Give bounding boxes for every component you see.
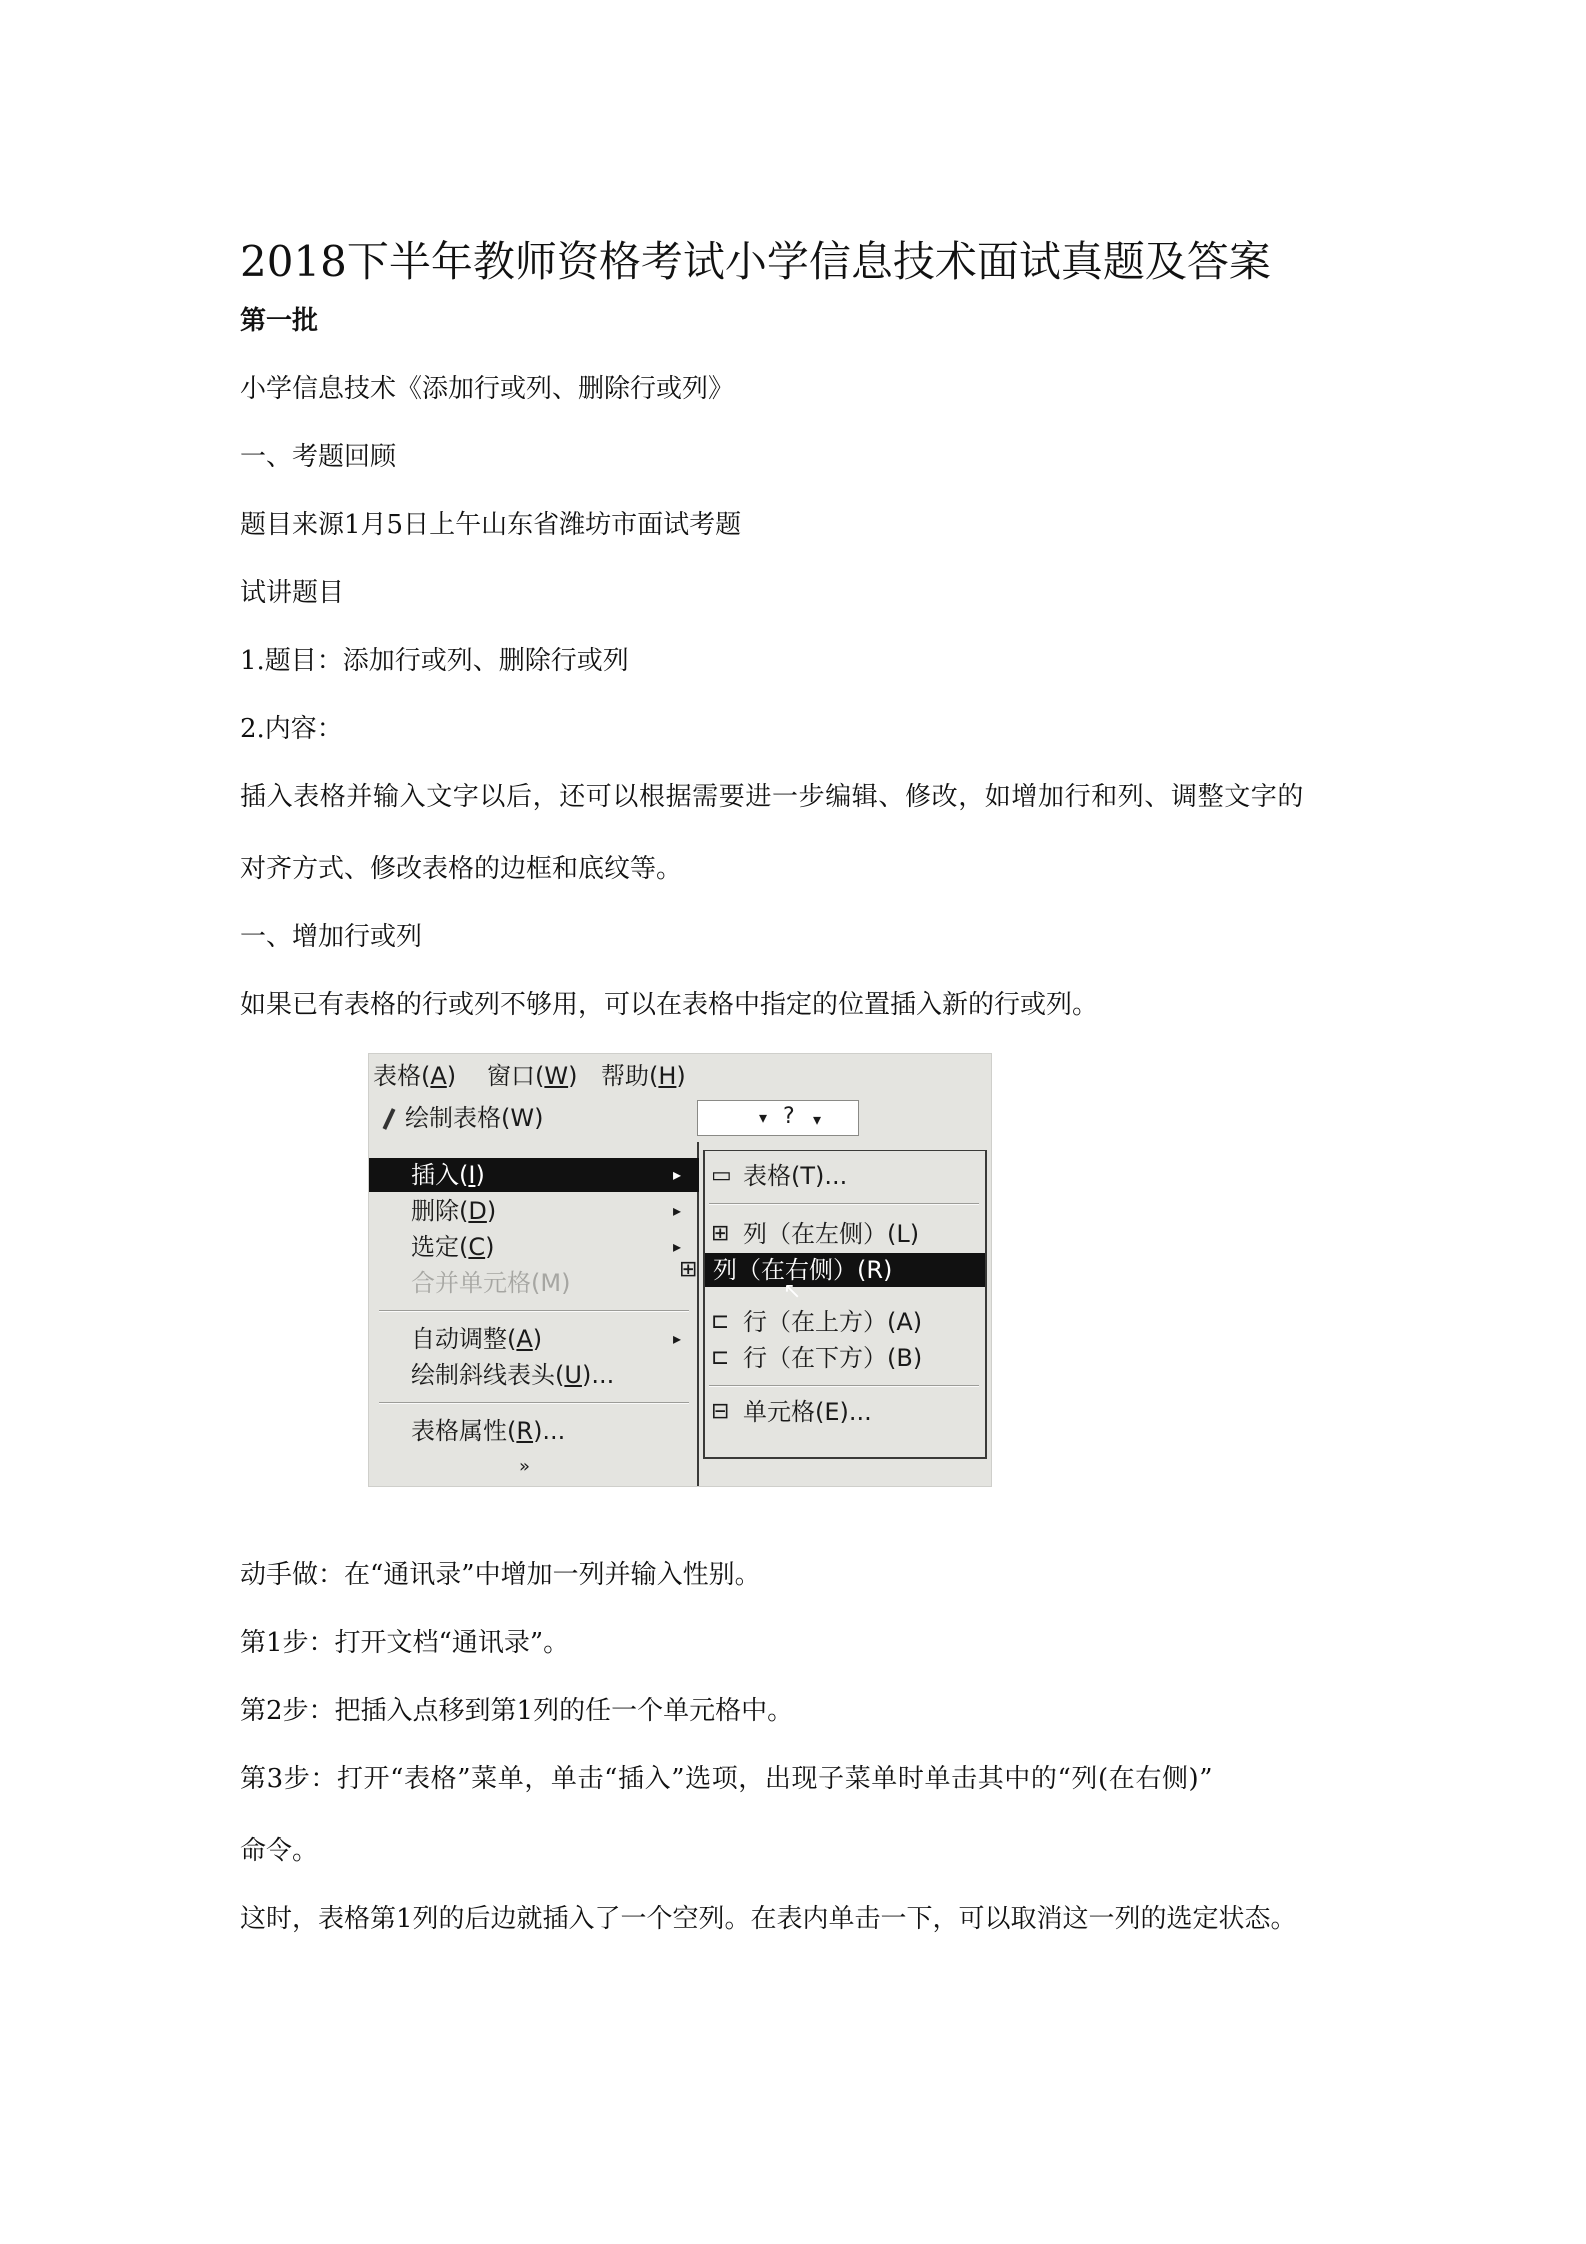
arrow-right-icon: ▸ [673,1165,682,1184]
insert-row-above-icon: ⊏ [711,1309,730,1334]
draw-table-item[interactable]: 绘制表格(W) [379,1104,543,1132]
insert-column-left-icon: ⊞ [711,1221,730,1246]
menu-screenshot [368,1053,992,1487]
arrow-right-icon: ▸ [673,1329,682,1348]
step-3-line-2: 命令。 [240,1836,319,1866]
menu-window[interactable]: 窗口(W) [487,1062,578,1090]
item-topic: 1.题目：添加行或列、删除行或列 [240,646,629,676]
pencil-icon [383,1108,396,1130]
submenu-item-column-right[interactable]: ⊞ 列（在右侧）(R) ↖ [705,1253,985,1287]
submenu-item-row-above[interactable]: ⊏ 行（在上方）(A) [705,1305,985,1339]
section-heading: 一、考题回顾 [240,442,397,472]
submenu-item-row-below[interactable]: ⊏ 行（在下方）(B) [705,1341,985,1375]
final-paragraph: 这时，表格第1列的后边就插入了一个空列。在表内单击一下，可以取消这一列的选定状态。 [240,1904,1297,1934]
font-size-box[interactable] [697,1100,859,1136]
item-content: 2.内容： [240,714,343,744]
submenu-item-column-left[interactable]: ⊞ 列（在左侧）(L) [705,1217,985,1251]
menubar [369,1054,991,1094]
trial-heading: 试讲题目 [240,578,345,608]
table-icon: ▭ [711,1163,732,1188]
menu-table[interactable]: 表格(A) [373,1062,457,1090]
paragraph-1-line-1: 插入表格并输入文字以后，还可以根据需要进一步编辑、修改，如增加行和列、调整文字的 [240,782,1305,812]
menu-separator [379,1310,689,1312]
menu-item-diagonal-header[interactable]: 绘制斜线表头(U)... [411,1361,615,1389]
help-icon[interactable]: ? [783,1104,795,1129]
step-2: 第2步：把插入点移到第1列的任一个单元格中。 [240,1696,794,1726]
mouse-cursor-icon: ↖ [783,1279,802,1304]
source-line: 题目来源1月5日上午山东省潍坊市面试考题 [240,510,742,540]
menu-separator [709,1385,979,1387]
submenu-item-cells[interactable]: ⊟ 单元格(E)... [705,1395,985,1429]
arrow-right-icon: ▸ [673,1237,682,1256]
sub-heading: 一、增加行或列 [240,922,423,952]
menu-separator [379,1402,689,1404]
menu-item-insert[interactable]: 插入(I) ▸ [369,1158,699,1192]
batch-label: 第一批 [240,306,319,336]
table-menu [369,1152,699,1486]
toolbar-row [369,1096,991,1142]
paragraph-1-line-2: 对齐方式、修改表格的边框和底纹等。 [240,854,683,884]
insert-row-below-icon: ⊏ [711,1345,730,1370]
menu-item-delete[interactable]: 删除(D) ▸ [369,1194,699,1228]
insert-column-right-icon: ⊞ [679,1257,698,1282]
menu-help[interactable]: 帮助(H) [601,1062,686,1090]
subject-line: 小学信息技术《添加行或列、删除行或列》 [240,374,735,404]
insert-submenu [679,1150,987,1459]
document-title: 2018下半年教师资格考试小学信息技术面试真题及答案 [240,237,1271,286]
step-1: 第1步：打开文档“通讯录”。 [240,1628,570,1658]
menu-separator [709,1203,979,1205]
menu-item-merge-cells: 合并单元格(M) [411,1269,571,1297]
dropdown-arrow-icon[interactable]: ▾ [759,1108,768,1127]
insert-cells-icon: ⊟ [711,1399,730,1424]
menu-item-autofit[interactable]: 自动调整(A) ▸ [369,1322,699,1356]
arrow-right-icon: ▸ [673,1201,682,1220]
double-chevron-down-icon: » [519,1456,531,1477]
practice-line: 动手做：在“通讯录”中增加一列并输入性别。 [240,1560,761,1590]
paragraph-2: 如果已有表格的行或列不够用，可以在表格中指定的位置插入新的行或列。 [240,990,1099,1020]
menu-item-select[interactable]: 选定(C) ▸ [369,1230,699,1264]
submenu-item-table[interactable]: ▭ 表格(T)... [705,1159,985,1193]
menu-item-expand[interactable] [369,1450,699,1484]
step-3-line-1: 第3步：打开“表格”菜单，单击“插入”选项，出现子菜单时单击其中的“列(在右侧)” [240,1764,1214,1794]
chevron-down-icon[interactable]: ▾ [813,1110,822,1129]
menu-item-table-properties[interactable]: 表格属性(R)... [411,1417,566,1445]
